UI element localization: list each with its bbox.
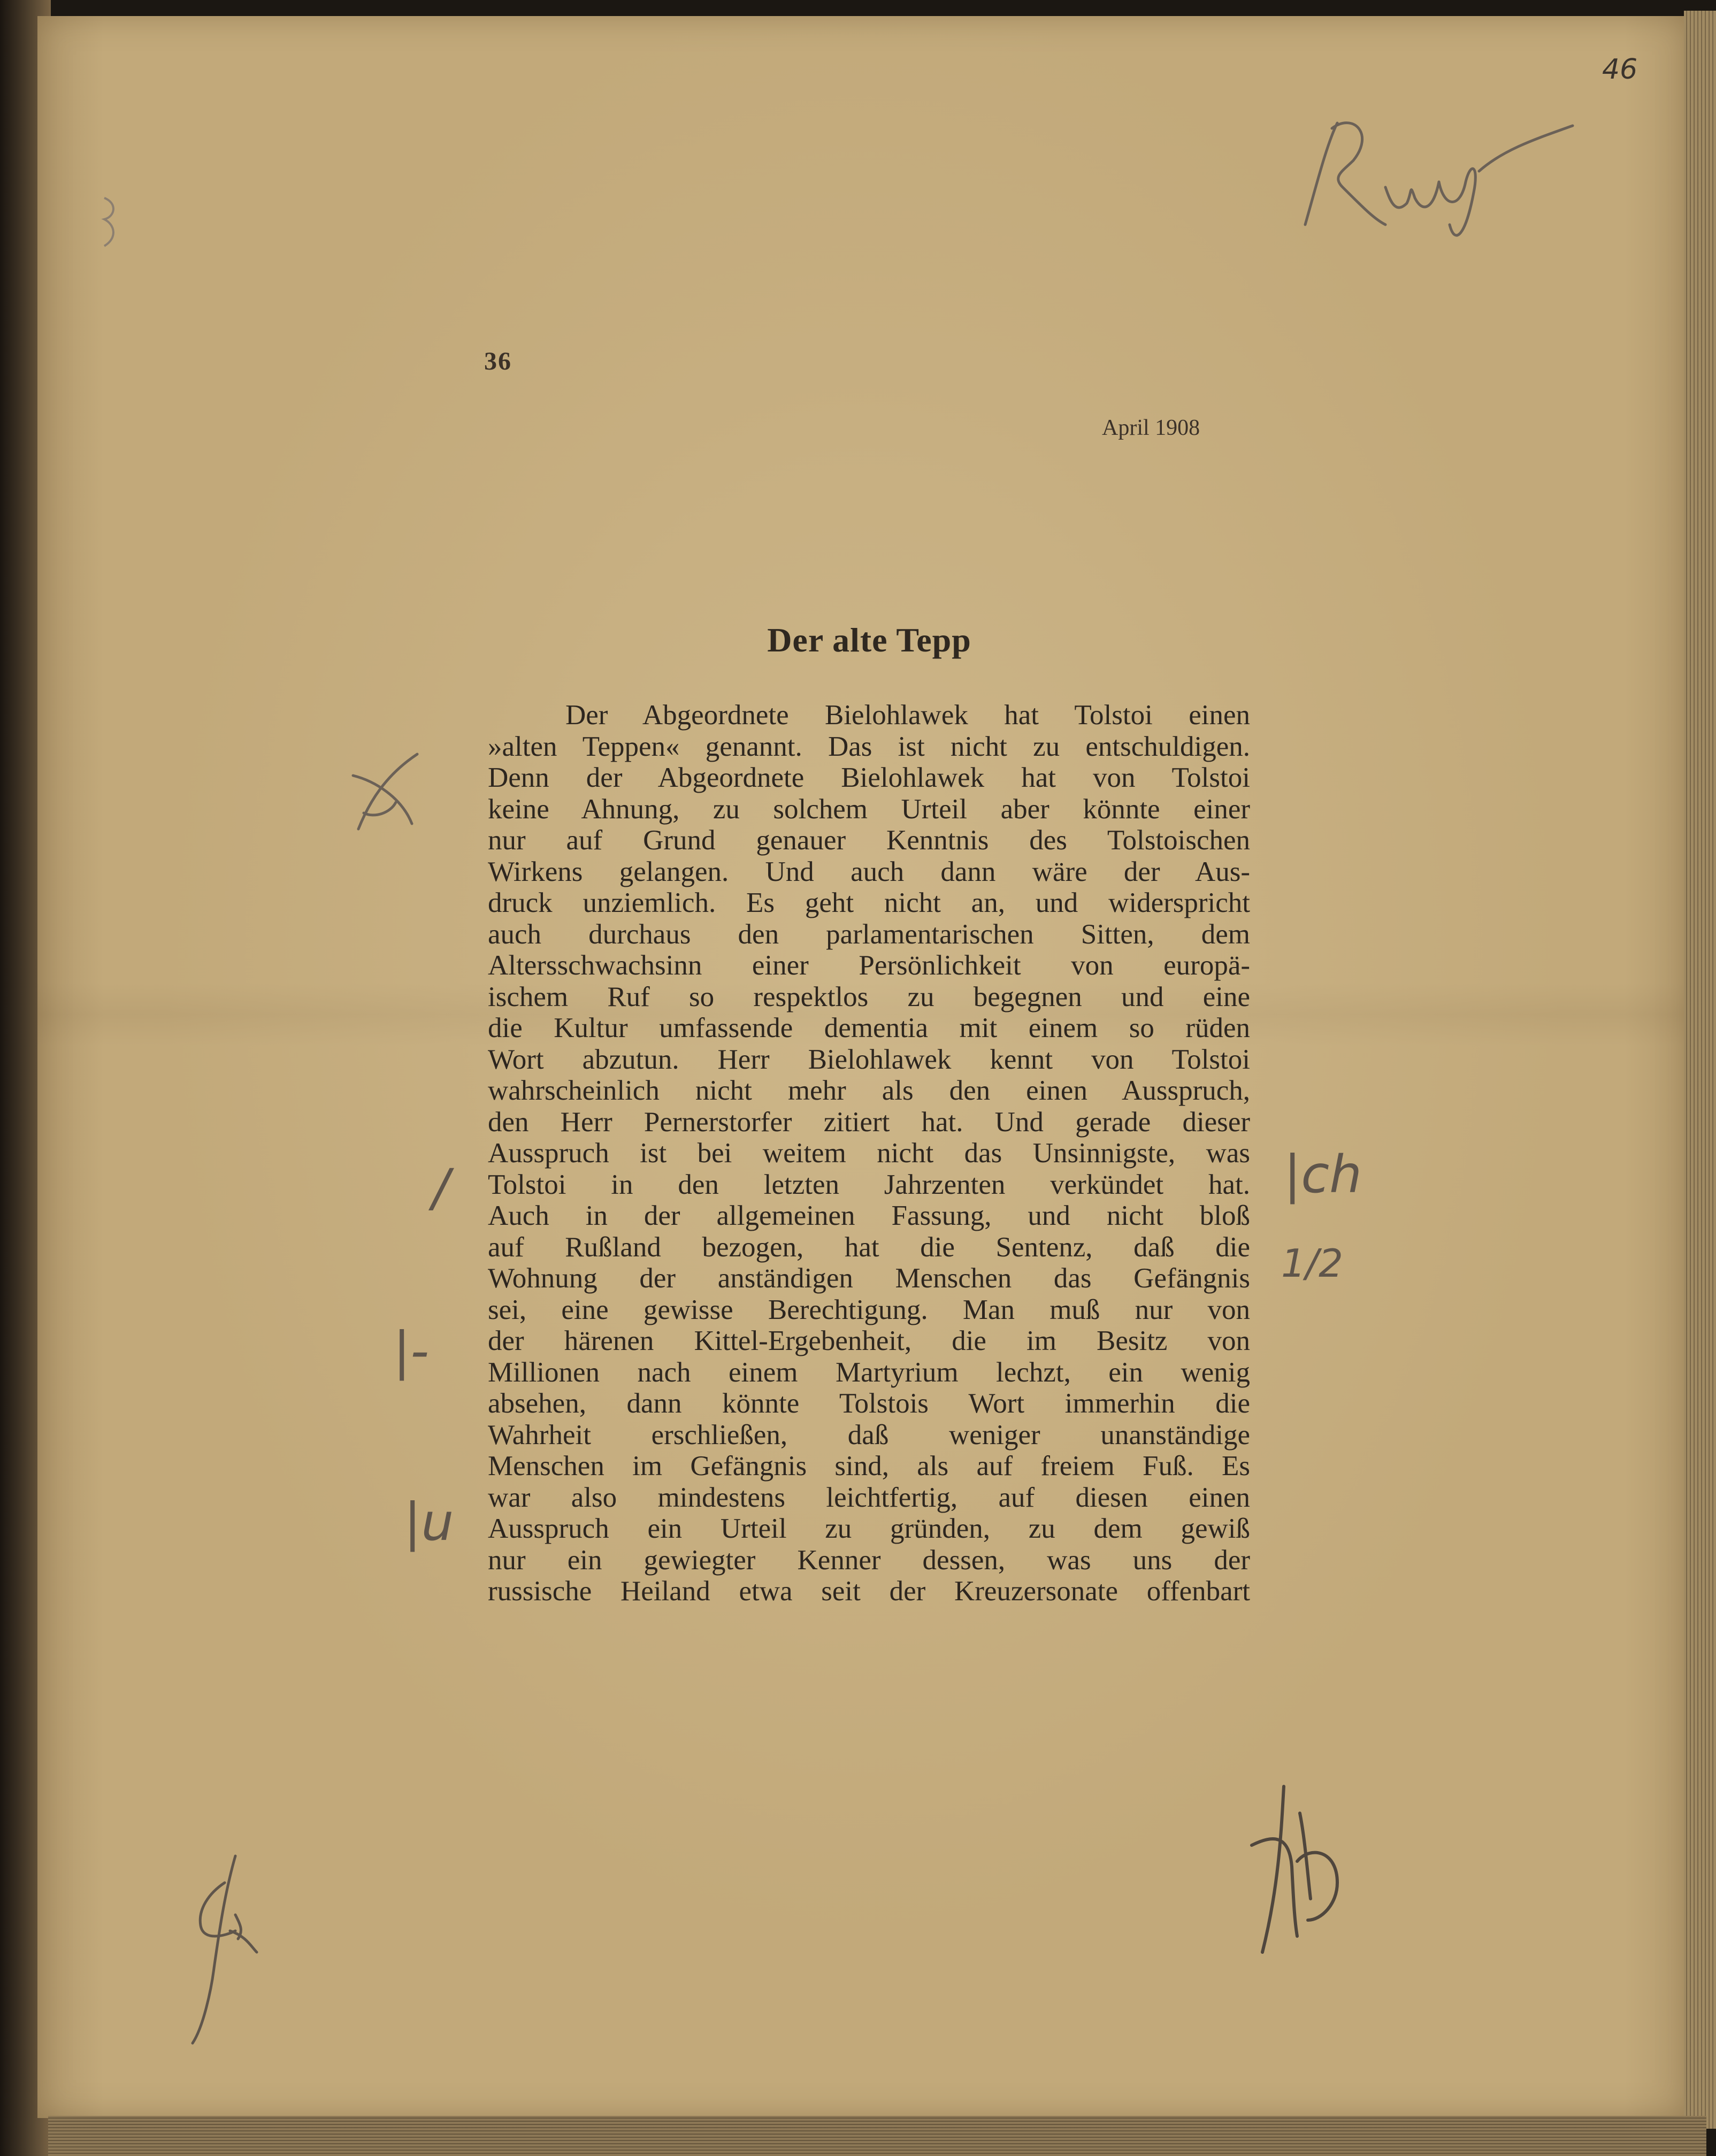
article-body — [488, 700, 1250, 1607]
margin-mark-dash: |- — [393, 1321, 429, 1381]
body-line: nur ein gewiegter Kenner dessen, was uns der — [488, 1544, 1250, 1576]
body-line: Tolstoi in den letzten Jahrzenten verkündet hat. — [488, 1169, 1250, 1200]
article-title: Der alte Tepp — [767, 621, 971, 659]
body-line: auch durchaus den parlamentarischen Sitten, dem — [488, 918, 1250, 950]
margin-mark-bar: / — [432, 1158, 450, 1218]
body-line: die Kultur umfassende dementia mit einem so rüden — [488, 1012, 1250, 1044]
body-line: auf Rußland bezogen, hat die Sentenz, daß die — [488, 1231, 1250, 1263]
margin-note-iu: |u — [404, 1492, 454, 1552]
body-line: Wohnung der anständigen Menschen das Gefängnis — [488, 1263, 1250, 1294]
body-line: Der Abgeordnete Bielohlawek hat Tolstoi einen — [565, 700, 1250, 731]
issue-date: April 1908 — [1102, 416, 1200, 440]
margin-note-ch: |ch — [1284, 1145, 1362, 1204]
body-line: absehen, dann könnte Tolstois Wort immerhin die — [488, 1388, 1250, 1419]
body-line: ischem Ruf so respektlos zu begegnen und eine — [488, 981, 1250, 1012]
body-line: Denn der Abgeordnete Bielohlawek hat von Tolstoi — [488, 762, 1250, 793]
margin-note-12: 1/2 — [1281, 1241, 1343, 1286]
body-line: Wort abzutun. Herr Bielohlawek kennt von Tolstoi — [488, 1044, 1250, 1075]
body-line: sei, eine gewisse Berechtigung. Man muß nur von — [488, 1294, 1250, 1325]
body-line: Ausspruch ein Urteil zu gründen, zu dem gewiß — [488, 1513, 1250, 1544]
margin-cross-icon — [342, 743, 439, 840]
body-line: Auch in der allgemeinen Fassung, und nicht bloß — [488, 1200, 1250, 1231]
body-line: den Herr Pernerstorfer zitiert hat. Und gerade dieser — [488, 1106, 1250, 1138]
body-line: russische Heiland etwa seit der Kreuzersonate offenbart — [488, 1576, 1250, 1607]
corner-mark-icon — [94, 193, 126, 251]
body-line: Altersschwachsinn einer Persönlichkeit von europä- — [488, 950, 1250, 981]
folio-number: 46 — [1602, 53, 1638, 86]
body-line: »alten Teppen« genannt. Das ist nicht zu entschuldigen. — [488, 731, 1250, 762]
printed-page-number: 36 — [484, 347, 512, 375]
body-line: wahrscheinlich nicht mehr als den einen Ausspruch, — [488, 1075, 1250, 1106]
body-line: druck unziemlich. Es geht nicht an, und widerspricht — [488, 887, 1250, 918]
body-line: Wahrheit erschließen, daß weniger unanständige — [488, 1419, 1250, 1451]
page-edges-right — [1684, 11, 1716, 2129]
pencil-initial-right-icon — [1230, 1781, 1359, 1963]
pencil-initial-left-icon — [160, 1851, 267, 2054]
body-line: Millionen nach einem Martyrium lechzt, ein wenig — [488, 1356, 1250, 1388]
body-line: der härenen Kittel-Ergebenheit, die im Besitz von — [488, 1325, 1250, 1356]
body-line: Wirkens gelangen. Und auch dann wäre der Aus- — [488, 856, 1250, 887]
body-line: Menschen im Gefängnis sind, als auf freiem Fuß. Es — [488, 1451, 1250, 1482]
pencil-signature-icon — [1294, 102, 1594, 251]
body-line: keine Ahnung, zu solchem Urteil aber könnte einer — [488, 793, 1250, 825]
body-line: nur auf Grund genauer Kenntnis des Tolstoischen — [488, 825, 1250, 856]
body-line: Ausspruch ist bei weitem nicht das Unsinnigste, was — [488, 1138, 1250, 1169]
page-edges-bottom — [48, 2116, 1706, 2156]
body-line: war also mindestens leichtfertig, auf diesen einen — [488, 1482, 1250, 1513]
